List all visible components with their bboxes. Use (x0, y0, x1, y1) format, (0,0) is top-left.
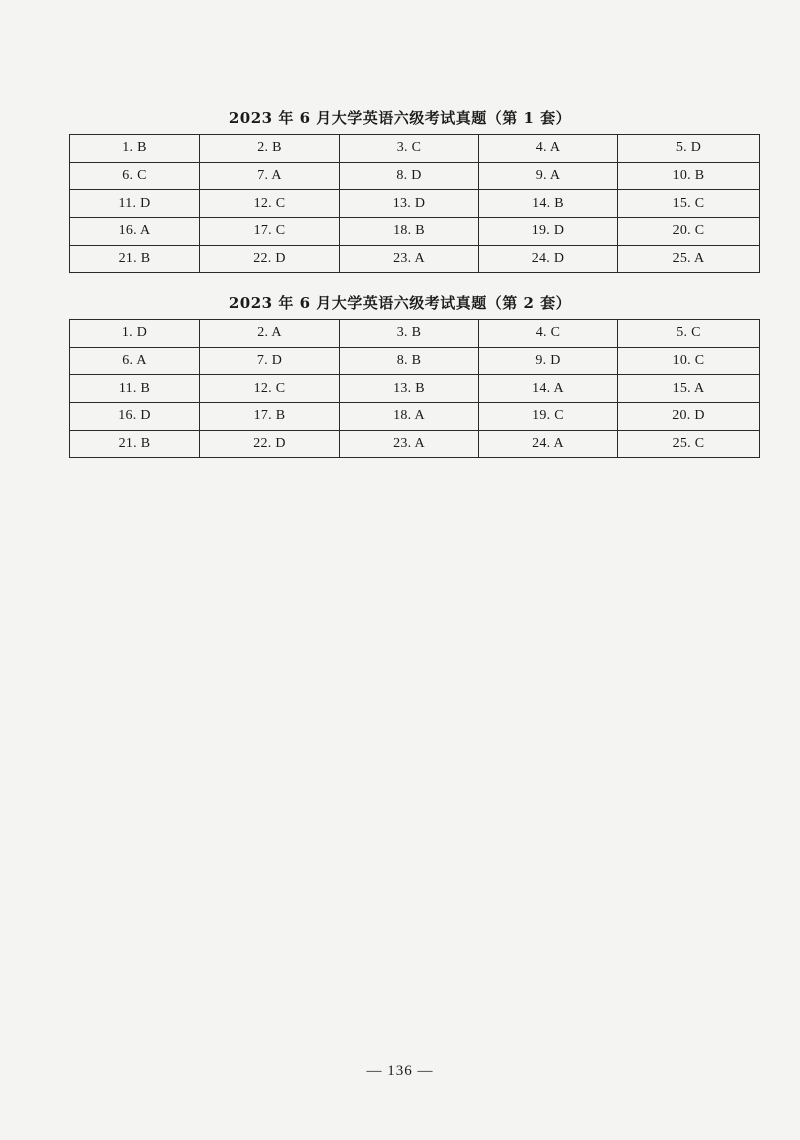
answer-cell: 9. D (479, 347, 618, 375)
answer-cell: 12. C (200, 375, 340, 403)
answer-cell: 13. D (340, 190, 479, 218)
answer-cell: 11. D (70, 190, 200, 218)
answer-cell: 7. A (200, 162, 340, 190)
answer-cell: 23. A (340, 430, 479, 458)
answer-table-set-2 (69, 319, 760, 458)
answer-cell: 17. C (200, 218, 340, 246)
answer-cell: 1. D (70, 320, 200, 348)
answer-cell: 7. D (200, 347, 340, 375)
answer-cell: 15. A (618, 375, 760, 403)
answer-cell: 8. D (340, 162, 479, 190)
answer-table-body (70, 135, 760, 273)
answer-cell: 11. B (70, 375, 200, 403)
table-row (70, 320, 760, 348)
table-row (70, 430, 760, 458)
answer-cell: 1. B (70, 135, 200, 163)
answer-table-set-1 (69, 134, 760, 273)
table-row (70, 135, 760, 163)
answer-cell: 6. A (70, 347, 200, 375)
answer-cell: 5. C (618, 320, 760, 348)
answer-table-body (70, 320, 760, 458)
answer-cell: 10. B (618, 162, 760, 190)
answer-cell: 10. C (618, 347, 760, 375)
answer-cell: 16. A (70, 218, 200, 246)
answer-cell: 17. B (200, 403, 340, 431)
answer-cell: 3. B (340, 320, 479, 348)
table-row (70, 375, 760, 403)
table-row (70, 245, 760, 273)
answer-cell: 5. D (618, 135, 760, 163)
answer-cell: 16. D (70, 403, 200, 431)
answer-cell: 12. C (200, 190, 340, 218)
table-row (70, 403, 760, 431)
answer-cell: 14. B (479, 190, 618, 218)
page-number: — 136 — (366, 1063, 434, 1079)
answer-cell: 3. C (340, 135, 479, 163)
answer-cell: 13. B (340, 375, 479, 403)
answer-cell: 9. A (479, 162, 618, 190)
answer-cell: 18. A (340, 403, 479, 431)
table-row (70, 218, 760, 246)
answer-cell: 21. B (70, 245, 200, 273)
answer-cell: 4. A (479, 135, 618, 163)
answer-cell: 2. A (200, 320, 340, 348)
answer-cell: 14. A (479, 375, 618, 403)
answer-cell: 19. D (479, 218, 618, 246)
answer-cell: 22. D (200, 245, 340, 273)
answer-cell: 24. A (479, 430, 618, 458)
answer-cell: 6. C (70, 162, 200, 190)
answer-cell: 21. B (70, 430, 200, 458)
answer-cell: 25. A (618, 245, 760, 273)
answer-cell: 25. C (618, 430, 760, 458)
answer-cell: 2. B (200, 135, 340, 163)
answer-cell: 19. C (479, 403, 618, 431)
answer-cell: 20. C (618, 218, 760, 246)
answer-cell: 8. B (340, 347, 479, 375)
answer-key-title-set-1: 2023 年 6 月大学英语六级考试真题（第 1 套） (228, 109, 572, 127)
answer-cell: 22. D (200, 430, 340, 458)
answer-cell: 23. A (340, 245, 479, 273)
answer-cell: 20. D (618, 403, 760, 431)
answer-cell: 15. C (618, 190, 760, 218)
answer-cell: 4. C (479, 320, 618, 348)
table-row (70, 347, 760, 375)
table-row (70, 190, 760, 218)
answer-cell: 24. D (479, 245, 618, 273)
table-row (70, 162, 760, 190)
answer-cell: 18. B (340, 218, 479, 246)
answer-key-title-set-2: 2023 年 6 月大学英语六级考试真题（第 2 套） (228, 294, 572, 312)
